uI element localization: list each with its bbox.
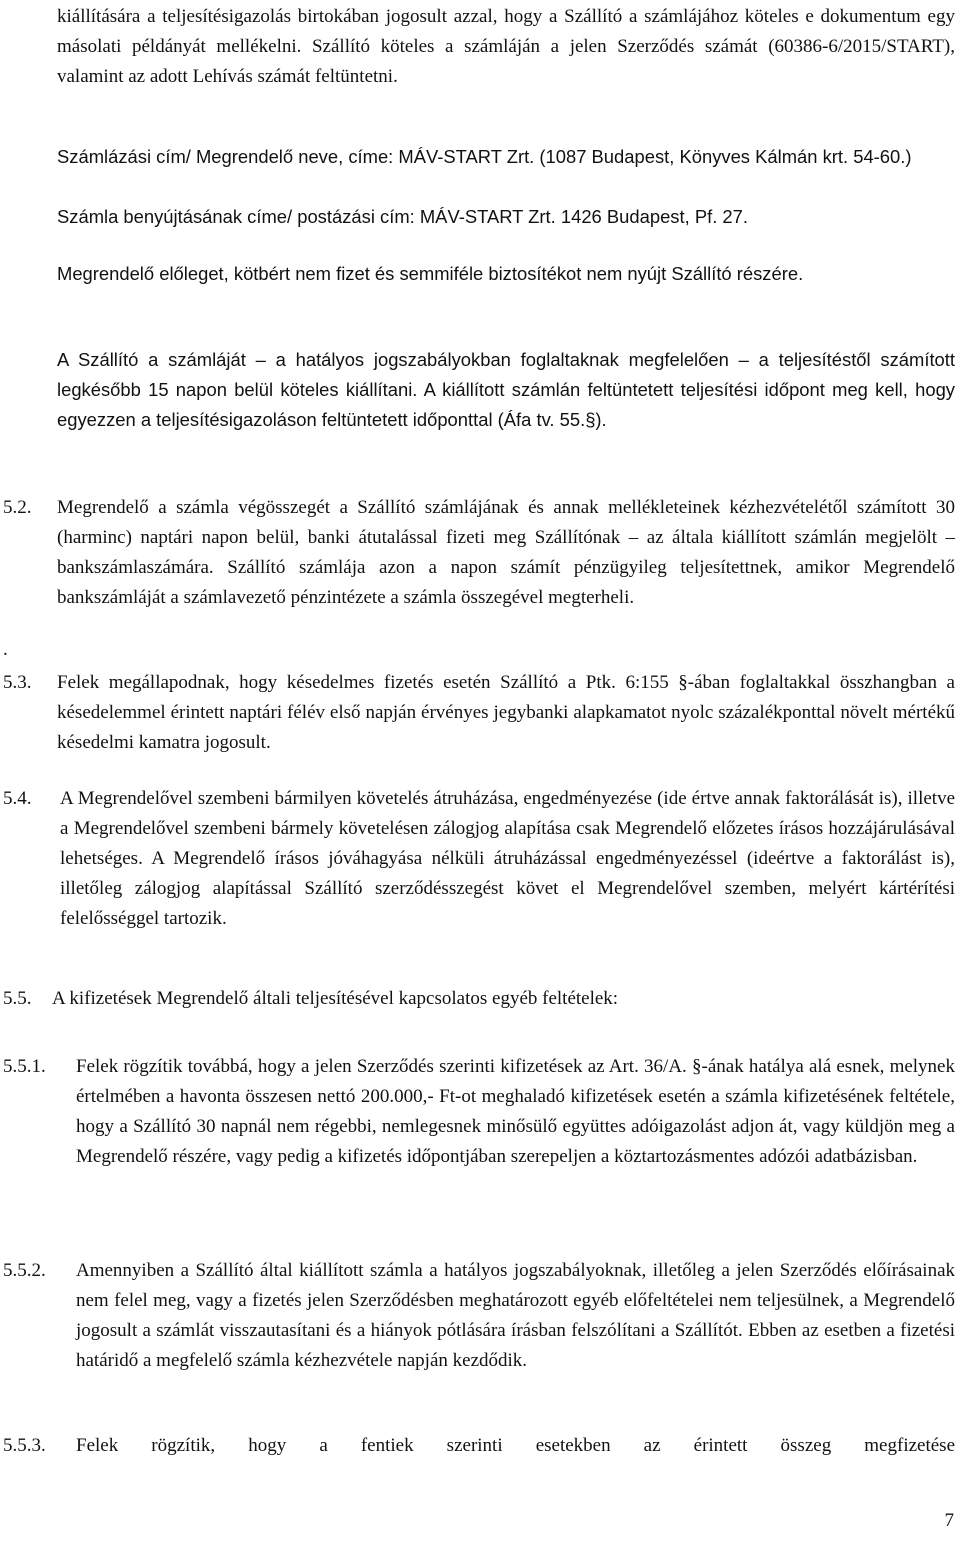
invoice-issue-clause: A Szállító a számláját – a hatályos jogszabályokban foglaltaknak megfelelően – a teljesítéstől számított legkésőbb 15 napon belül köteles kiállítani. A kiállított számlán feltüntetett teljesítési időpont meg kell, hogy egyezzen a teljesítésigazoláson feltüntetett időponttal (Áfa tv. 55.§). (57, 349, 955, 430)
subsection-number: 5.5.3. (3, 1435, 46, 1456)
advance-payment-clause: Megrendelő előleget, kötbért nem fizet és semmiféle biztosítékot nem nyújt Szállító részére. (57, 263, 804, 284)
section-number: 5.5. (3, 988, 32, 1009)
section-number: 5.4. (3, 788, 32, 809)
section-number: 5.2. (3, 497, 32, 518)
postal-address: Számla benyújtásának címe/ postázási cím: MÁV-START Zrt. 1426 Budapest, Pf. 27. (57, 206, 748, 227)
subsection-text: Felek rögzítik továbbá, hogy a jelen Szerződés szerinti kifizetések az Art. 36/A. §-ának hatálya alá esnek, melynek értelmében a havonta összesen nettó 200.000,- Ft-ot meghaladó kifizetések esetén a számla kifizetésének feltétele, hogy a Szállító 30 napnál nem régebbi, nemlegesnek minősülő együttes adóigazolást adjon át, vagy küldjön meg a Megrendelő részére, vagy pedig a kifizetés időpontjában szerepeljen a köztartozásmentes adózói adatbázisban. (76, 1056, 955, 1167)
section-text: A kifizetések Megrendelő általi teljesítésével kapcsolatos egyéb feltételek: (52, 988, 619, 1009)
section-text: Felek megállapodnak, hogy késedelmes fizetés esetén Szállító a Ptk. 6:155 §-ában foglaltakkal összhangban a késedelemmel érintett naptári félév első napján érvényes jegybanki alapkamatot nyolc százalékponttal növelt mértékű késedelmi kamatra jogosult. (57, 672, 955, 753)
section-text: A Megrendelővel szembeni bármilyen követelés átruházása, engedményezése (ide értve annak faktorálását is), illetve a Megrendelővel szembeni bármely követelésen zálogjog alapítása csak Megrendelő előzetes írásos hozzájárulásával lehetséges. A Megrendelő írásos jóváhagyása nélküli átruházással engedményezéssel (ideértve a faktorálást is), illetőleg zálogjog alapítással Szállító szerződésszegést követ el Megrendelővel szemben, melyért kártérítési felelősséggel tartozik. (60, 788, 955, 929)
subsection-number: 5.5.1. (3, 1056, 46, 1077)
subsection-number: 5.5.2. (3, 1260, 46, 1281)
page-number: 7 (944, 1510, 954, 1531)
section-text: Megrendelő a számla végösszegét a Szállító számlájának és annak mellékleteinek kézhezvételétől számított 30 (harminc) naptári napon belül, banki átutalással fizeti meg Szállítónak – az általa kiállított számlán megjelölt – bankszámlaszámára. Szállító számlája azon a napon számít pénzügyileg teljesítettnek, amikor Megrendelő bankszámláját a számlavezető pénzintézete a számla összegével megterheli. (57, 497, 955, 608)
subsection-text: Felek rögzítik, hogy a fentiek szerinti esetekben az érintett összeg megfizetése (76, 1435, 955, 1456)
section-number: 5.3. (3, 672, 32, 693)
billing-address: Számlázási cím/ Megrendelő neve, címe: MÁV-START Zrt. (1087 Budapest, Könyves Kálmán krt. 54-60.) (57, 146, 912, 167)
subsection-text: Amennyiben a Szállító által kiállított számla a hatályos jogszabályoknak, illetőleg a jelen Szerződés előírásainak nem felel meg, vagy a fizetés jelen Szerződésben meghatározott egyéb előfeltételei nem teljesülnek, a Megrendelő jogosult a számlát visszautasítani és a hiányok pótlására írásban felszólítani a Szállítót. Ebben az esetben a fizetési határidő a megfelelő számla kézhezvétele napján kezdődik. (76, 1260, 955, 1371)
stray-dot: . (3, 639, 8, 660)
intro-paragraph: kiállítására a teljesítésigazolás birtokában jogosult azzal, hogy a Szállító a számlájához köteles e dokumentum egy másolati példányát mellékelni. Szállító köteles a számláján a jelen Szerződés számát (60386-6/2015/START), valamint az adott Lehívás számát feltüntetni. (57, 6, 955, 87)
